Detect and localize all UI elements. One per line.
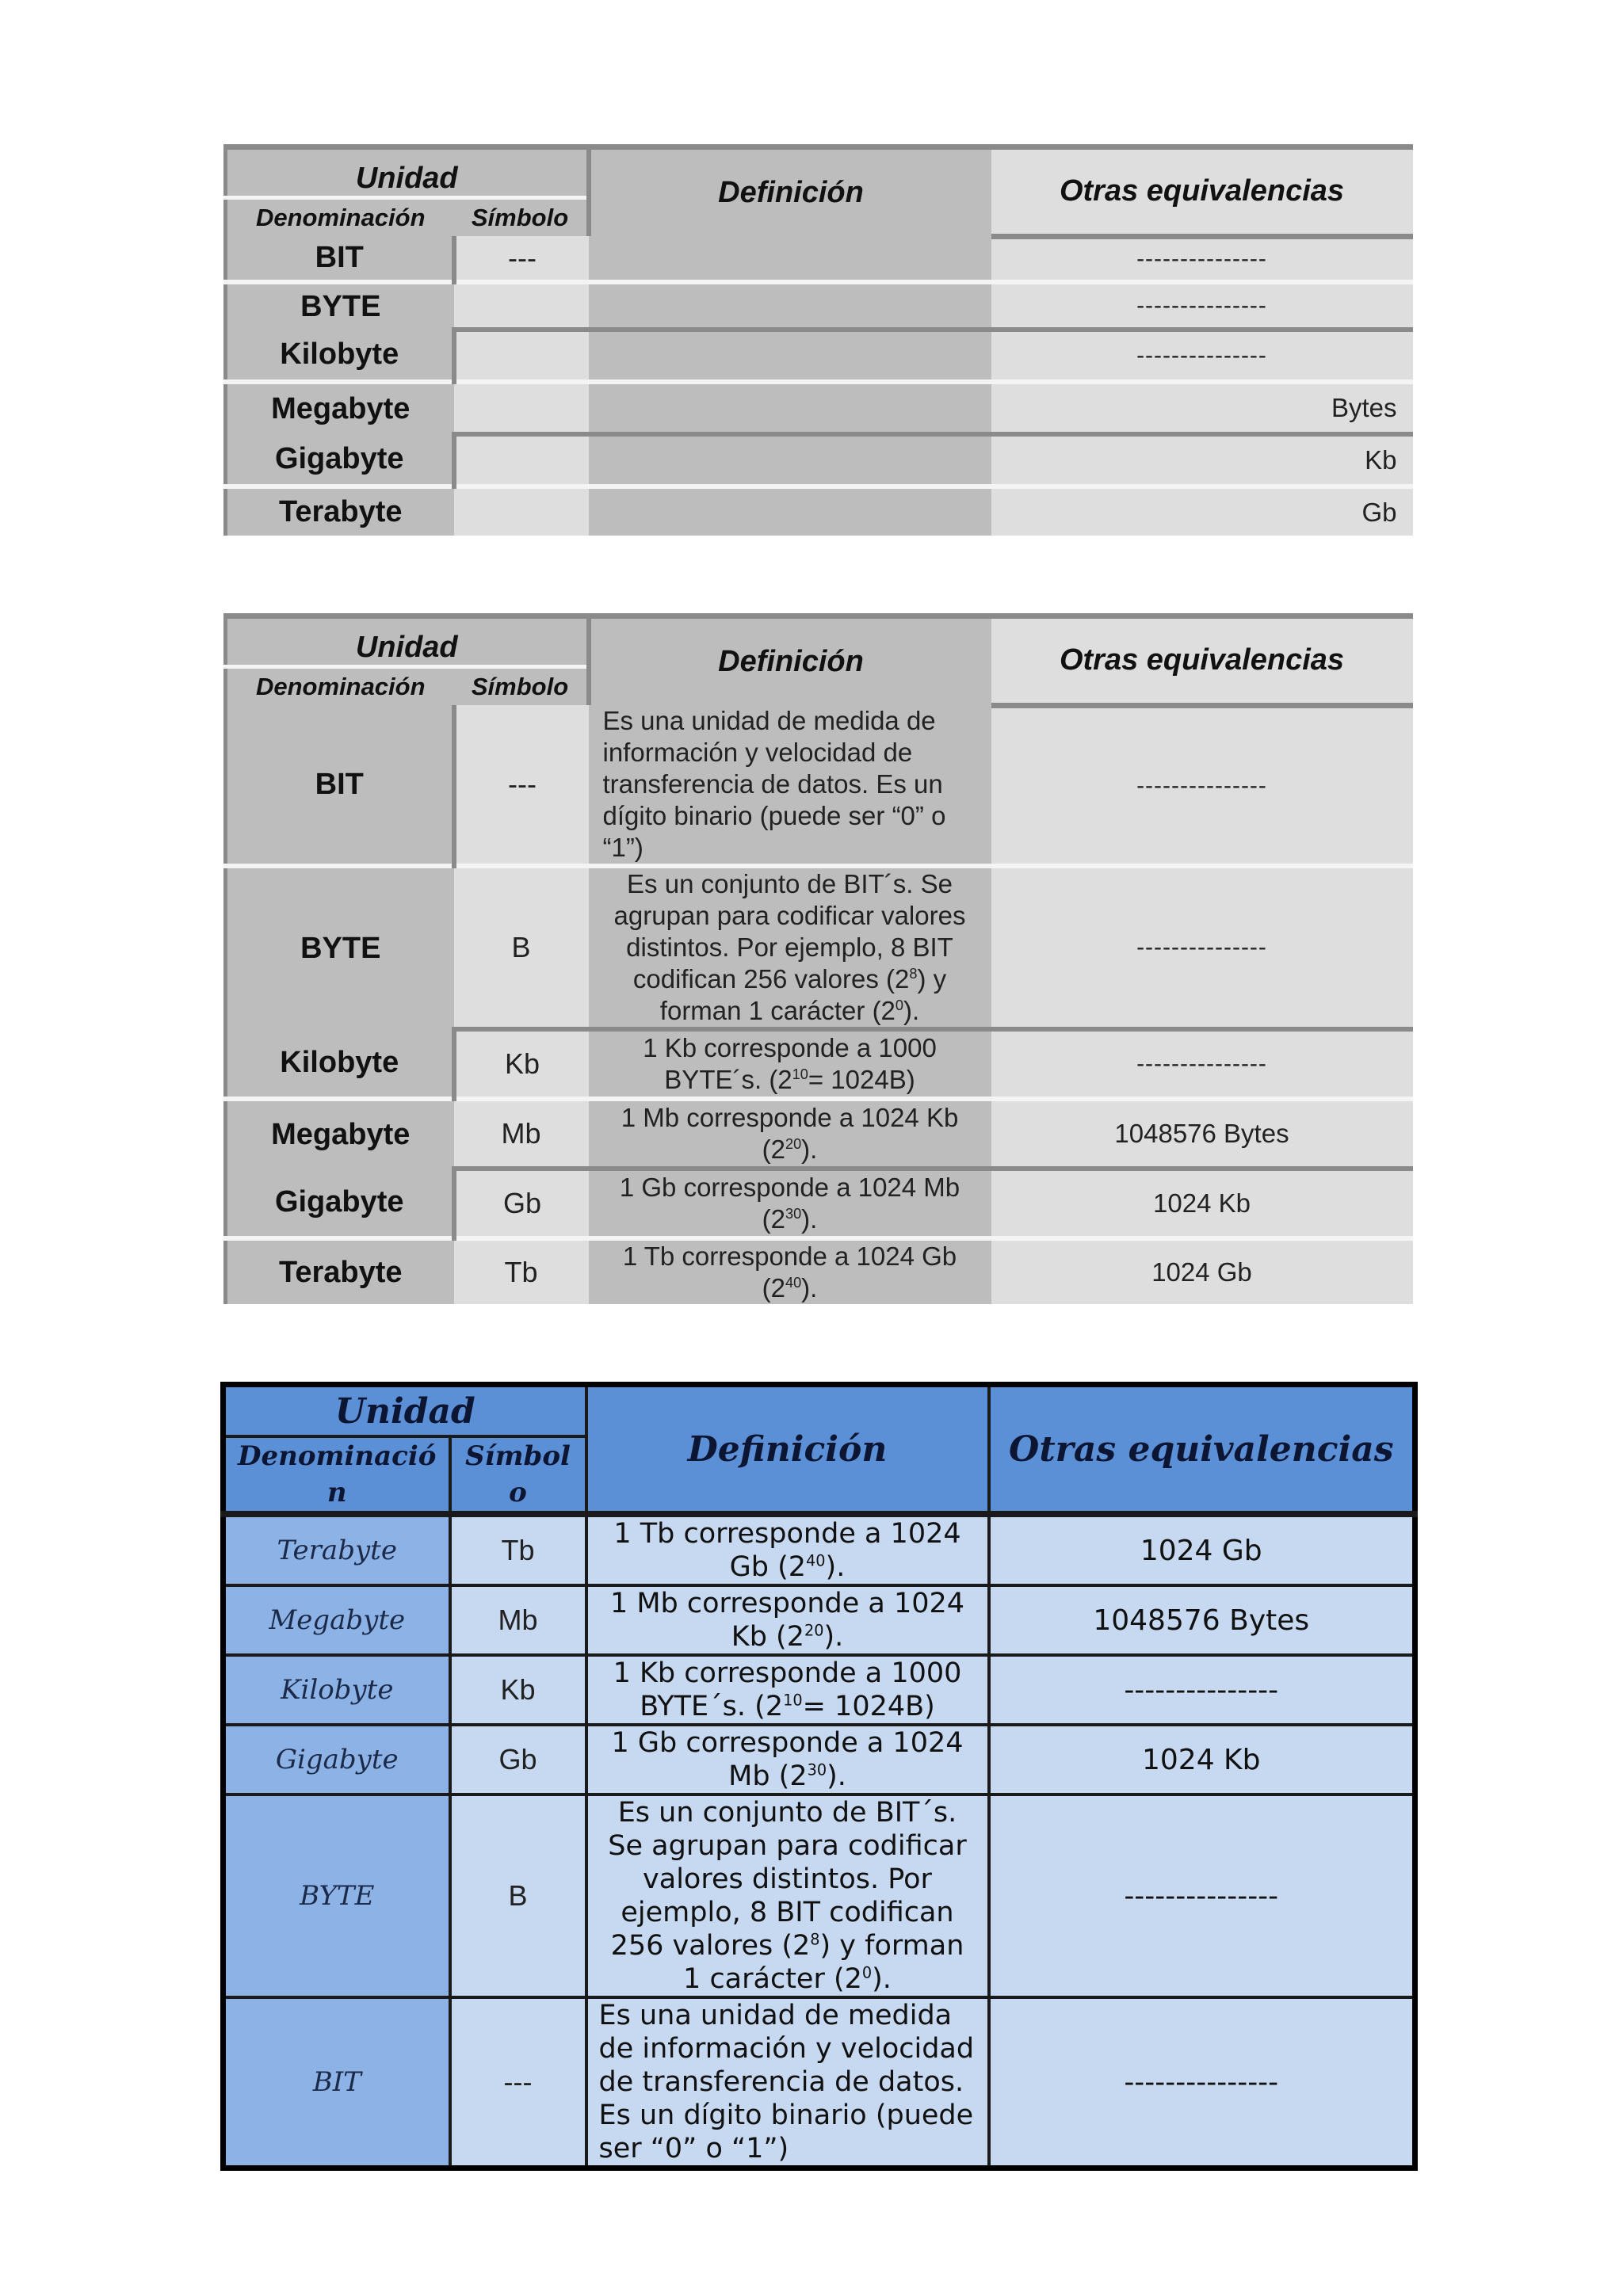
unit-equivalence: 1048576 Bytes [991, 1099, 1413, 1169]
units-table-blue [220, 1382, 1418, 2171]
unit-symbol: Gb [450, 1725, 586, 1794]
unit-definition: Es una unidad de medida de información y velocidad de transferencia de datos. Es un dígito binario (puede ser “0” o “1”) [589, 705, 991, 866]
unit-definition: Es una unidad de medida de información y velocidad de transferencia de datos. Es un dígito binario (puede ser “0” o “1”) [586, 1997, 989, 2168]
unit-name: Terabyte [223, 1514, 450, 1585]
unit-symbol: Gb [454, 1169, 589, 1238]
unit-name: Megabyte [226, 1099, 454, 1169]
unit-definition: Es un conjunto de BIT´s. Se agrupan para codificar valores distintos. Por ejemplo, 8 BIT codifican 256 valores $(2^8)$ y forman 1 carácter $(2^0)$. [586, 1794, 989, 1997]
unit-name: Kilobyte [226, 1029, 454, 1099]
table-row [226, 1238, 1413, 1304]
unit-name: BIT [226, 236, 454, 282]
unit-equivalence: --------------- [989, 1655, 1415, 1725]
header-simbolo: Símbolo [454, 198, 589, 237]
unit-symbol: Tb [450, 1514, 586, 1585]
table-row [226, 434, 1413, 486]
unit-definition [589, 330, 991, 382]
unit-name: Gigabyte [226, 434, 454, 486]
header-denominacion: Denominación [226, 198, 454, 237]
table-row [226, 236, 1413, 282]
unit-symbol: Mb [450, 1585, 586, 1655]
header-simbolo: Símbolo [454, 667, 589, 706]
unit-name: BIT [226, 705, 454, 866]
unit-symbol [454, 382, 589, 434]
unit-equivalence: --------------- [991, 330, 1413, 382]
table-row [223, 1585, 1415, 1655]
header-simbolo: Símbol o [450, 1436, 586, 1514]
header-denominacion: Denominació n [223, 1436, 450, 1514]
unit-equivalence: 1024 Kb [989, 1725, 1415, 1794]
unit-symbol: --- [450, 1997, 586, 2168]
unit-definition: 1 Tb corresponde a 1024 Gb $(2^{40})$. [589, 1238, 991, 1304]
unit-symbol [454, 434, 589, 486]
unit-symbol [454, 330, 589, 382]
table-row [223, 1794, 1415, 1997]
table-row [226, 1099, 1413, 1169]
header-equivalencias: Otras equivalencias [991, 616, 1413, 706]
unit-name: BYTE [223, 1794, 450, 1997]
unit-equivalence: Kb [991, 434, 1413, 486]
table-row [226, 1029, 1413, 1099]
unit-definition [589, 434, 991, 486]
unit-definition [589, 282, 991, 330]
unit-name: Kilobyte [223, 1655, 450, 1725]
unit-name: BYTE [226, 282, 454, 330]
unit-definition: 1 Mb corresponde a 1024 Kb $(2^{20})$. [586, 1585, 989, 1655]
header-definicion: Definición [589, 616, 991, 706]
unit-equivalence: --------------- [991, 1029, 1413, 1099]
unit-definition: 1 Kb corresponde a 1000 BYTE´s. $(2^{10}= 1024B)$ [586, 1655, 989, 1725]
unit-equivalence: --------------- [991, 282, 1413, 330]
unit-symbol: Tb [454, 1238, 589, 1304]
unit-equivalence: --------------- [989, 1997, 1415, 2168]
unit-name: Kilobyte [226, 330, 454, 382]
table-row [223, 1655, 1415, 1725]
unit-symbol: Kb [450, 1655, 586, 1725]
unit-symbol [454, 486, 589, 536]
unit-name: BYTE [226, 866, 454, 1029]
table-row [226, 282, 1413, 330]
unit-definition: 1 Kb corresponde a 1000 BYTE´s. $(2^{10}= 1024B)$ [589, 1029, 991, 1099]
header-definicion: Definición [589, 147, 991, 237]
unit-definition [589, 486, 991, 536]
unit-symbol: B [450, 1794, 586, 1997]
table-row [226, 705, 1413, 866]
unit-name: Megabyte [223, 1585, 450, 1655]
unit-name: Megabyte [226, 382, 454, 434]
unit-definition: 1 Tb corresponde a 1024 Gb $(2^{40})$. [586, 1514, 989, 1585]
table-row [226, 1169, 1413, 1238]
unit-symbol: Mb [454, 1099, 589, 1169]
header-unidad: Unidad [226, 147, 589, 198]
table-row [223, 1725, 1415, 1794]
unit-symbol [454, 282, 589, 330]
units-table-blank [223, 144, 1413, 536]
unit-equivalence: 1024 Gb [989, 1514, 1415, 1585]
unit-equivalence: --------------- [991, 866, 1413, 1029]
unit-definition [589, 382, 991, 434]
table-row [223, 1997, 1415, 2168]
unit-definition: 1 Mb corresponde a 1024 Kb $(2^{20})$. [589, 1099, 991, 1169]
unit-equivalence: 1048576 Bytes [989, 1585, 1415, 1655]
unit-name: Terabyte [226, 1238, 454, 1304]
units-table-filled [223, 613, 1413, 1304]
header-denominacion: Denominación [226, 667, 454, 706]
header-equivalencias: Otras equivalencias [989, 1385, 1415, 1515]
table-row [226, 382, 1413, 434]
unit-equivalence: --------------- [989, 1794, 1415, 1997]
table-row [226, 866, 1413, 1029]
unit-symbol: --- [454, 705, 589, 866]
unit-definition: 1 Gb corresponde a 1024 Mb $(2^{30})$. [589, 1169, 991, 1238]
table-row [226, 486, 1413, 536]
unit-symbol: --- [454, 236, 589, 282]
unit-symbol: Kb [454, 1029, 589, 1099]
header-definicion: Definición [586, 1385, 989, 1515]
header-unidad: Unidad [226, 616, 589, 667]
table-row [223, 1514, 1415, 1585]
unit-name: Gigabyte [223, 1725, 450, 1794]
unit-equivalence: 1024 Gb [991, 1238, 1413, 1304]
table-row [226, 330, 1413, 382]
unit-definition: 1 Gb corresponde a 1024 Mb $(2^{30})$. [586, 1725, 989, 1794]
header-unidad: Unidad [223, 1385, 586, 1437]
unit-name: Gigabyte [226, 1169, 454, 1238]
unit-definition: Es un conjunto de BIT´s. Se agrupan para codificar valores distintos. Por ejemplo, 8 BIT codifican 256 valores $(2^8)$ y forman 1 carácter $(2^0)$. [589, 866, 991, 1029]
unit-symbol: B [454, 866, 589, 1029]
unit-name: BIT [223, 1997, 450, 2168]
unit-name: Terabyte [226, 486, 454, 536]
unit-equivalence: --------------- [991, 705, 1413, 866]
header-equivalencias: Otras equivalencias [991, 147, 1413, 237]
unit-equivalence: Gb [991, 486, 1413, 536]
unit-equivalence: Bytes [991, 382, 1413, 434]
unit-definition [589, 236, 991, 282]
unit-equivalence: 1024 Kb [991, 1169, 1413, 1238]
unit-equivalence: --------------- [991, 236, 1413, 282]
